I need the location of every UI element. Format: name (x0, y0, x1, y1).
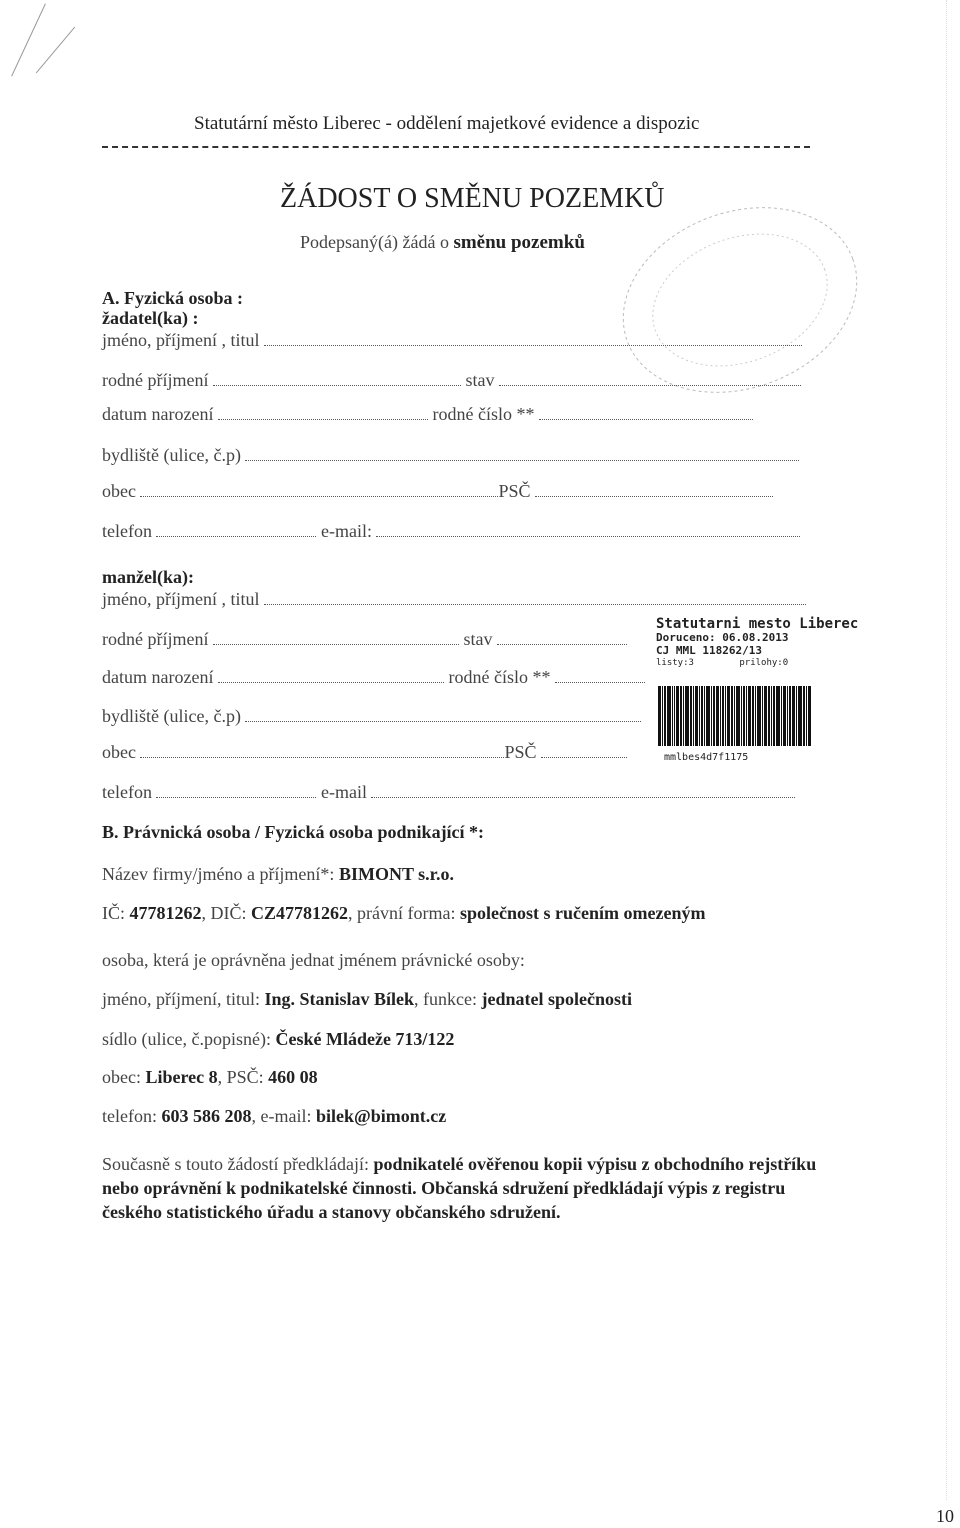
ico-value: 47781262 (129, 903, 202, 923)
spouse-residence-label: bydliště (ulice, č.p) (102, 706, 241, 726)
page-subtitle (300, 232, 585, 254)
residence-label: bydliště (ulice, č.p) (102, 445, 241, 465)
contact-row (102, 1106, 446, 1127)
stamp-counts (656, 657, 858, 670)
spouse-postcode-label: PSČ (504, 742, 537, 762)
applicant-name-row (102, 330, 802, 351)
ico-row (102, 903, 705, 924)
applicant-town-row (102, 481, 773, 502)
spouse-residence-row (102, 706, 641, 727)
email-field[interactable] (376, 524, 800, 537)
applicant-residence-row (102, 445, 799, 466)
spouse-email-field[interactable] (371, 785, 795, 798)
stamp-ref: CJ MML 118262/13 (656, 644, 762, 657)
firm-value: BIMONT s.r.o. (338, 864, 454, 884)
subtitle-prefix: Podepsaný(á) žádá o (300, 232, 454, 252)
spouse-status-label: stav (463, 629, 493, 649)
b-postcode-label: , PSČ: (217, 1067, 269, 1087)
spouse-status-field[interactable] (497, 632, 627, 645)
spouse-birth-date-field[interactable] (218, 670, 444, 683)
name-label: jméno, příjmení , titul (102, 330, 260, 350)
residence-field[interactable] (245, 448, 799, 461)
spouse-birth-surname-label: rodné příjmení (102, 629, 209, 649)
authorized-person-label: osoba, která je oprávněna jednat jménem právnické osoby: (102, 950, 525, 970)
firm-row (102, 864, 454, 885)
birth-surname-field[interactable] (213, 373, 461, 386)
stamp-delivered: Doruceno: 06.08.2013 (656, 631, 789, 644)
spouse-heading: manžel(ka): (102, 567, 194, 587)
spouse-phone-label: telefon (102, 782, 152, 802)
page-title: ŽÁDOST O SMĚNU POZEMKŮ (280, 183, 665, 214)
stamp-attachments: prilohy:0 (739, 658, 789, 668)
town-field[interactable] (140, 484, 498, 497)
status-field[interactable] (499, 373, 801, 386)
applicant-heading: žadatel(ka) : (102, 308, 199, 328)
attachments-note (102, 1152, 842, 1224)
stamp-office: Statutarni mesto Liberec (656, 616, 859, 632)
ico-label: IČ: (102, 903, 130, 923)
page-number: 10 (936, 1506, 954, 1526)
birth-date-field[interactable] (218, 407, 428, 420)
func-label: , funkce: (414, 989, 482, 1009)
note-bold: podnikatelé ověřenou kopii výpisu z obchodního rejstříku nebo oprávnění k podnikatelské činnosti. Občanská sdružení předkládají výpis z registru českého statistického úřadu a stanovy občanského sdružení. (102, 1154, 817, 1222)
seat-value: České Mládeže 713/122 (275, 1029, 455, 1049)
spouse-town-row (102, 742, 627, 763)
legal-form-value: společnost s ručením omezeným (460, 903, 706, 923)
spouse-birth-surname-field[interactable] (213, 632, 459, 645)
b-email-value: bilek@bimont.cz (315, 1106, 447, 1126)
spouse-email-label: e-mail (320, 782, 367, 802)
rep-value: Ing. Stanislav Bílek (264, 989, 415, 1009)
spouse-birth-number-label: rodné číslo ** (448, 667, 551, 687)
section-b-heading: B. Právnická osoba / Fyzická osoba podnikající *: (102, 822, 485, 842)
firm-label: Název firmy/jméno a příjmení*: (102, 864, 339, 884)
town-postcode-row (102, 1067, 318, 1088)
b-town-value: Liberec 8 (145, 1067, 218, 1087)
section-a-heading: A. Fyzická osoba : (102, 288, 243, 308)
phone-field[interactable] (156, 524, 316, 537)
representative-row (102, 989, 632, 1010)
birth-number-label: rodné číslo ** (432, 404, 535, 424)
b-email-label: , e-mail: (251, 1106, 316, 1126)
birth-surname-label: rodné příjmení (102, 370, 209, 390)
spouse-phone-field[interactable] (156, 785, 316, 798)
dic-value: CZ47781262 (251, 903, 349, 923)
spouse-name-field[interactable] (264, 592, 806, 605)
spouse-name-row (102, 589, 806, 610)
barcode (658, 686, 864, 748)
spouse-phone-row (102, 782, 795, 803)
postcode-field[interactable] (535, 484, 773, 497)
spouse-birth-date-label: datum narození (102, 667, 214, 687)
stamp-sheets: listy:3 (656, 658, 694, 668)
applicant-birth-row (102, 404, 753, 425)
seat-label: sídlo (ulice, č.popisné): (102, 1029, 276, 1049)
spouse-residence-field[interactable] (245, 709, 641, 722)
name-field[interactable] (264, 333, 802, 346)
applicant-phone-row (102, 521, 800, 542)
note-prefix: Současně s touto žádostí předkládají: (102, 1154, 374, 1174)
func-value: jednatel společnosti (481, 989, 633, 1009)
subtitle-bold: směnu pozemků (453, 232, 585, 253)
legal-form-label: , právní forma: (348, 903, 460, 923)
status-label: stav (465, 370, 495, 390)
rep-label: jméno, příjmení, titul: (102, 989, 265, 1009)
barcode-code: mmlbes4d7f1175 (664, 752, 749, 763)
birth-number-field[interactable] (539, 407, 753, 420)
pencil-mark (36, 27, 75, 74)
b-town-label: obec: (102, 1067, 146, 1087)
birth-date-label: datum narození (102, 404, 214, 424)
spouse-town-label: obec (102, 742, 136, 762)
spouse-postcode-field[interactable] (541, 745, 627, 758)
margin-line (946, 0, 947, 1500)
header-rule (102, 146, 810, 148)
applicant-surname-row (102, 370, 801, 391)
receipt-stamp (656, 618, 858, 670)
b-phone-value: 603 586 208 (161, 1106, 252, 1126)
spouse-birth-number-field[interactable] (555, 670, 645, 683)
office-header: Statutární město Liberec - oddělení majetkové evidence a dispozic (194, 113, 700, 134)
town-label: obec (102, 481, 136, 501)
spouse-name-label: jméno, příjmení , titul (102, 589, 260, 609)
b-postcode-value: 460 08 (268, 1067, 318, 1087)
phone-label: telefon (102, 521, 152, 541)
postcode-label: PSČ (498, 481, 531, 501)
spouse-birth-row (102, 667, 645, 688)
b-phone-label: telefon: (102, 1106, 162, 1126)
spouse-surname-row (102, 629, 627, 650)
email-label: e-mail: (320, 521, 372, 541)
spouse-town-field[interactable] (140, 745, 504, 758)
dic-label: , DIČ: (201, 903, 252, 923)
seat-row (102, 1029, 454, 1050)
